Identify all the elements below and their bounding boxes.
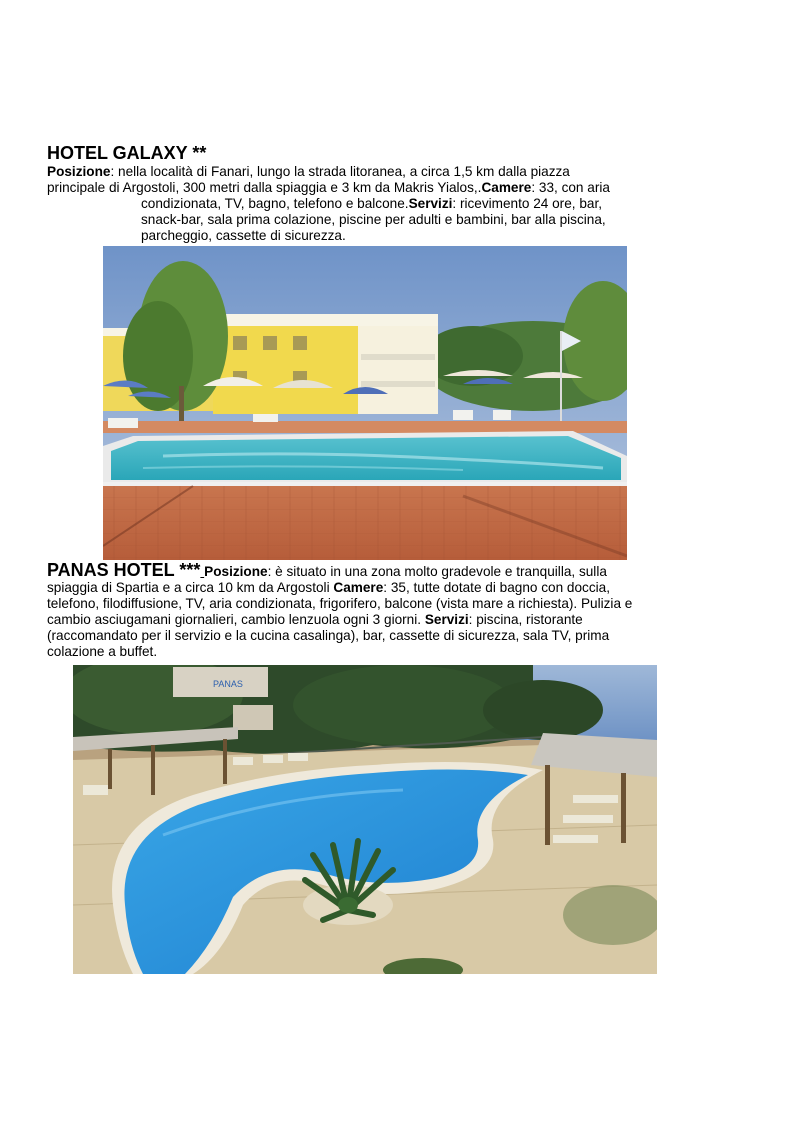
hotel-galaxy-title: HOTEL GALAXY ** bbox=[47, 143, 207, 163]
galaxy-line-1 bbox=[47, 164, 647, 180]
galaxy-line-5: parcheggio, cassette di sicurezza. bbox=[141, 228, 346, 243]
panas-label-posizione: Posizione bbox=[204, 564, 268, 579]
panas-hotel-description bbox=[47, 562, 677, 660]
panas-line-2 bbox=[47, 580, 677, 596]
galaxy-label-camere: Camere bbox=[481, 180, 532, 195]
panas-text-b: spiaggia di Spartia e a circa 10 km da Argostoli bbox=[47, 580, 334, 595]
panas-line-6: colazione a buffet. bbox=[47, 644, 158, 659]
galaxy-text-a: : nella località di Fanari, lungo la strada litoranea, a circa 1,5 km dalla piazza bbox=[110, 164, 570, 179]
panas-line-1 bbox=[47, 562, 677, 580]
galaxy-text-d: condizionata, TV, bagno, telefono e balcone. bbox=[141, 196, 409, 211]
hotel-galaxy-photo bbox=[103, 246, 627, 560]
galaxy-label-servizi: Servizi bbox=[408, 196, 453, 211]
galaxy-line-3 bbox=[141, 196, 647, 212]
hotel-galaxy-description bbox=[47, 164, 647, 244]
panas-label-servizi: Servizi bbox=[424, 612, 469, 627]
panas-line-5: (raccomandato per il servizio e la cucina casalinga), bar, cassette di sicurezza, sala TV, prima bbox=[47, 628, 610, 643]
galaxy-label-posizione: Posizione bbox=[47, 164, 111, 179]
panas-hotel-photo bbox=[73, 665, 657, 974]
galaxy-text-e: : ricevimento 24 ore, bar, bbox=[452, 196, 602, 211]
galaxy-line-4: snack-bar, sala prima colazione, piscine per adulti e bambini, bar alla piscina, bbox=[141, 212, 606, 227]
panas-text-e: cambio asciugamani giornalieri, cambio lenzuola ogni 3 giorni. bbox=[47, 612, 425, 627]
galaxy-line-2 bbox=[47, 180, 647, 196]
galaxy-text-b: principale di Argostoli, 300 metri dalla spiaggia e 3 km da Makris Yialos,. bbox=[47, 180, 482, 195]
panas-text-a: : è situato in una zona molto gradevole e tranquilla, sulla bbox=[267, 564, 607, 579]
panas-text-c: : 35, tutte dotate di bagno con doccia, bbox=[383, 580, 610, 595]
panas-line-4 bbox=[47, 612, 677, 628]
panas-line-3: telefono, filodiffusione, TV, aria condizionata, frigorifero, balcone (vista mare a richiesta). Pulizia e bbox=[47, 596, 633, 611]
galaxy-text-c: : 33, con aria bbox=[531, 180, 610, 195]
panas-text-f: : piscina, ristorante bbox=[468, 612, 583, 627]
panas-hotel-title: PANAS HOTEL *** bbox=[47, 560, 201, 580]
panas-label-camere: Camere bbox=[333, 580, 384, 595]
panas-sign-text: PANAS bbox=[213, 679, 243, 689]
